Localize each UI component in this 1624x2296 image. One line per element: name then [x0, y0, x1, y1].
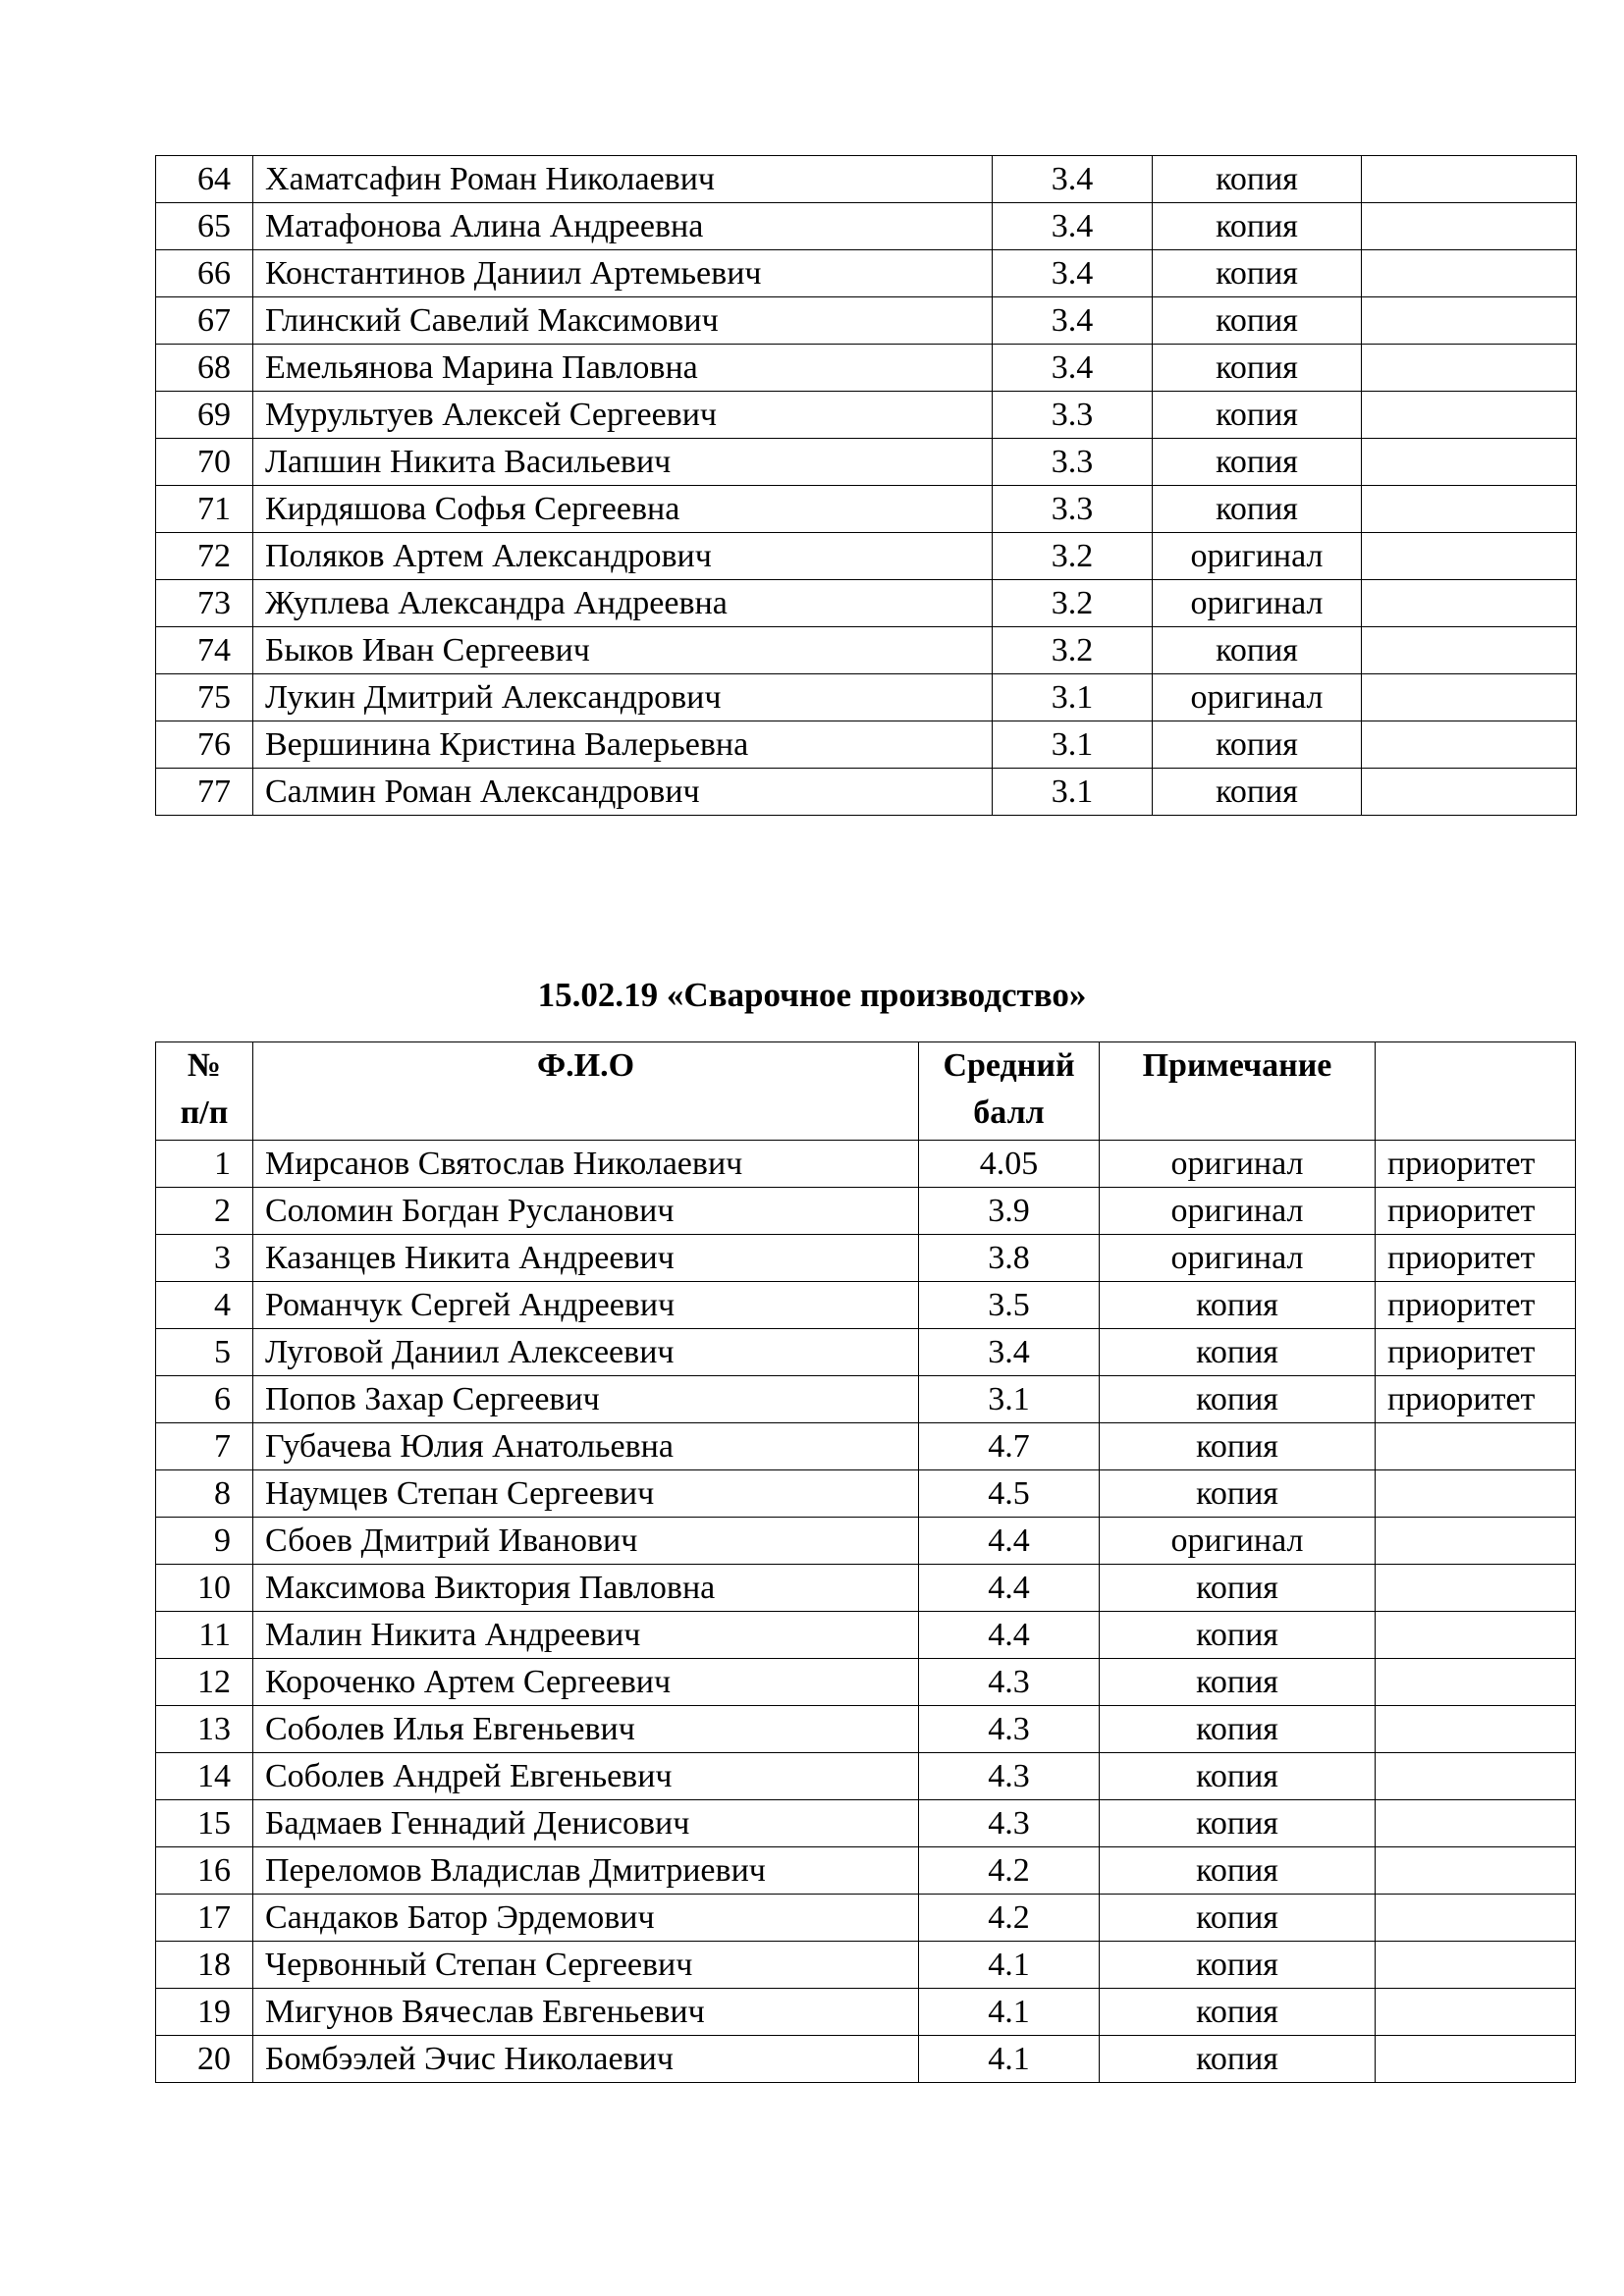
table-row: [156, 1423, 1576, 1470]
average-score: 4.3: [919, 1800, 1100, 1847]
header-score-line1: Средний: [943, 1047, 1075, 1084]
document-note: копия: [1153, 297, 1362, 345]
table-row: [156, 769, 1577, 816]
student-name: Малин Никита Андреевич: [253, 1612, 919, 1659]
document-note: копия: [1100, 1706, 1376, 1753]
table-row: [156, 1659, 1576, 1706]
welding-applicants-table: [155, 1041, 1576, 2083]
average-score: 3.3: [993, 486, 1153, 533]
priority-mark: [1362, 156, 1577, 203]
average-score: 3.4: [993, 203, 1153, 250]
priority-mark: [1362, 486, 1577, 533]
average-score: 4.7: [919, 1423, 1100, 1470]
average-score: 3.4: [993, 156, 1153, 203]
table-row: [156, 392, 1577, 439]
student-name: Бадмаев Геннадий Денисович: [253, 1800, 919, 1847]
average-score: 4.3: [919, 1753, 1100, 1800]
row-number: 72: [156, 533, 253, 580]
header-number-line2: п/п: [180, 1095, 229, 1131]
student-name: Попов Захар Сергеевич: [253, 1376, 919, 1423]
row-number: 68: [156, 345, 253, 392]
priority-mark: [1362, 297, 1577, 345]
document-note: копия: [1100, 1470, 1376, 1518]
student-name: Мурультуев Алексей Сергеевич: [253, 392, 993, 439]
average-score: 4.4: [919, 1518, 1100, 1565]
priority-mark: [1362, 250, 1577, 297]
section-title: 15.02.19 «Сварочное производство»: [537, 976, 1087, 1014]
priority-mark: [1362, 627, 1577, 674]
priority-mark: [1362, 674, 1577, 721]
table-row: [156, 1518, 1576, 1565]
student-name: Губачева Юлия Анатольевна: [253, 1423, 919, 1470]
document-note: копия: [1100, 1423, 1376, 1470]
student-name: Матафонова Алина Андреевна: [253, 203, 993, 250]
table-row: [156, 2036, 1576, 2083]
document-note: оригинал: [1153, 533, 1362, 580]
student-name: Максимова Виктория Павловна: [253, 1565, 919, 1612]
priority-mark: [1376, 1518, 1576, 1565]
header-score: [919, 1042, 1100, 1141]
average-score: 3.8: [919, 1235, 1100, 1282]
priority-mark: [1376, 1706, 1576, 1753]
row-number: 12: [156, 1659, 253, 1706]
average-score: 4.2: [919, 1847, 1100, 1895]
priority-mark: [1362, 439, 1577, 486]
student-name: Червонный Степан Сергеевич: [253, 1942, 919, 1989]
header-fio: Ф.И.О: [253, 1042, 919, 1141]
table-row: [156, 1470, 1576, 1518]
student-name: Лукин Дмитрий Александрович: [253, 674, 993, 721]
table-row: [156, 1282, 1576, 1329]
average-score: 3.4: [993, 250, 1153, 297]
row-number: 18: [156, 1942, 253, 1989]
row-number: 15: [156, 1800, 253, 1847]
table-row: [156, 1188, 1576, 1235]
student-name: Казанцев Никита Андреевич: [253, 1235, 919, 1282]
document-note: копия: [1153, 721, 1362, 769]
table-row: [156, 203, 1577, 250]
priority-mark: [1376, 1659, 1576, 1706]
document-note: копия: [1153, 156, 1362, 203]
student-name: Соломин Богдан Русланович: [253, 1188, 919, 1235]
student-name: Короченко Артем Сергеевич: [253, 1659, 919, 1706]
average-score: 3.1: [993, 674, 1153, 721]
table-row: [156, 1942, 1576, 1989]
average-score: 4.3: [919, 1659, 1100, 1706]
table-row: [156, 1706, 1576, 1753]
priority-mark: приоритет: [1376, 1329, 1576, 1376]
table-row: [156, 1329, 1576, 1376]
row-number: 71: [156, 486, 253, 533]
document-note: оригинал: [1100, 1518, 1376, 1565]
student-name: Сандаков Батор Эрдемович: [253, 1895, 919, 1942]
document-note: копия: [1100, 1659, 1376, 1706]
priority-mark: приоритет: [1376, 1376, 1576, 1423]
student-name: Переломов Владислав Дмитриевич: [253, 1847, 919, 1895]
row-number: 77: [156, 769, 253, 816]
average-score: 3.3: [993, 439, 1153, 486]
priority-mark: [1376, 1895, 1576, 1942]
row-number: 7: [156, 1423, 253, 1470]
average-score: 4.1: [919, 1942, 1100, 1989]
average-score: 3.4: [919, 1329, 1100, 1376]
table-row: [156, 1141, 1576, 1188]
header-extra: [1376, 1042, 1576, 1141]
average-score: 3.1: [993, 769, 1153, 816]
table-row: [156, 156, 1577, 203]
table-row: [156, 1565, 1576, 1612]
student-name: Кирдяшова Софья Сергеевна: [253, 486, 993, 533]
document-note: копия: [1153, 439, 1362, 486]
document-note: оригинал: [1153, 674, 1362, 721]
document-note: копия: [1100, 1847, 1376, 1895]
table-row: [156, 1895, 1576, 1942]
student-name: Луговой Даниил Алексеевич: [253, 1329, 919, 1376]
table-row: [156, 1376, 1576, 1423]
average-score: 3.2: [993, 580, 1153, 627]
document-note: копия: [1153, 392, 1362, 439]
average-score: 3.4: [993, 345, 1153, 392]
document-note: копия: [1100, 2036, 1376, 2083]
student-name: Сбоев Дмитрий Иванович: [253, 1518, 919, 1565]
priority-mark: [1362, 392, 1577, 439]
document-note: копия: [1153, 627, 1362, 674]
row-number: 69: [156, 392, 253, 439]
average-score: 3.1: [919, 1376, 1100, 1423]
row-number: 11: [156, 1612, 253, 1659]
table-row: [156, 345, 1577, 392]
priority-mark: [1376, 1942, 1576, 1989]
row-number: 65: [156, 203, 253, 250]
table-body: [156, 1141, 1576, 2083]
row-number: 20: [156, 2036, 253, 2083]
table-row: [156, 1847, 1576, 1895]
student-name: Салмин Роман Александрович: [253, 769, 993, 816]
table-row: [156, 486, 1577, 533]
document-note: копия: [1100, 1989, 1376, 2036]
row-number: 3: [156, 1235, 253, 1282]
header-note: Примечание: [1100, 1042, 1376, 1141]
average-score: 4.5: [919, 1470, 1100, 1518]
student-name: Быков Иван Сергеевич: [253, 627, 993, 674]
document-note: копия: [1153, 345, 1362, 392]
row-number: 64: [156, 156, 253, 203]
table-row: [156, 297, 1577, 345]
average-score: 4.4: [919, 1565, 1100, 1612]
priority-mark: приоритет: [1376, 1141, 1576, 1188]
average-score: 3.4: [993, 297, 1153, 345]
priority-mark: [1376, 2036, 1576, 2083]
row-number: 19: [156, 1989, 253, 2036]
header-score-line2: балл: [973, 1095, 1045, 1131]
priority-mark: [1376, 1423, 1576, 1470]
student-name: Емельянова Марина Павловна: [253, 345, 993, 392]
table-row: [156, 439, 1577, 486]
row-number: 17: [156, 1895, 253, 1942]
document-note: копия: [1100, 1895, 1376, 1942]
student-name: Мирсанов Святослав Николаевич: [253, 1141, 919, 1188]
priority-mark: [1362, 769, 1577, 816]
average-score: 3.3: [993, 392, 1153, 439]
table-row: [156, 1612, 1576, 1659]
table-row: [156, 1989, 1576, 2036]
header-row: [156, 1042, 1576, 1141]
document-note: копия: [1153, 250, 1362, 297]
table-header: [156, 1042, 1576, 1141]
priority-mark: приоритет: [1376, 1235, 1576, 1282]
document-note: оригинал: [1100, 1141, 1376, 1188]
average-score: 3.5: [919, 1282, 1100, 1329]
average-score: 4.1: [919, 1989, 1100, 2036]
header-number-line1: №: [187, 1047, 222, 1084]
document-note: копия: [1153, 486, 1362, 533]
row-number: 66: [156, 250, 253, 297]
document-note: копия: [1100, 1942, 1376, 1989]
document-note: копия: [1100, 1753, 1376, 1800]
average-score: 4.3: [919, 1706, 1100, 1753]
table-row: [156, 533, 1577, 580]
average-score: 3.2: [993, 533, 1153, 580]
table-row: [156, 1235, 1576, 1282]
priority-mark: приоритет: [1376, 1188, 1576, 1235]
document-note: копия: [1153, 769, 1362, 816]
student-name: Поляков Артем Александрович: [253, 533, 993, 580]
document-note: копия: [1100, 1376, 1376, 1423]
priority-mark: [1376, 1800, 1576, 1847]
document-note: копия: [1100, 1565, 1376, 1612]
row-number: 14: [156, 1753, 253, 1800]
document-note: копия: [1100, 1282, 1376, 1329]
document-note: копия: [1100, 1329, 1376, 1376]
priority-mark: [1362, 580, 1577, 627]
row-number: 76: [156, 721, 253, 769]
student-name: Бомбээлей Эчис Николаевич: [253, 2036, 919, 2083]
priority-mark: [1376, 1989, 1576, 2036]
average-score: 4.05: [919, 1141, 1100, 1188]
student-name: Глинский Савелий Максимович: [253, 297, 993, 345]
student-name: Наумцев Степан Сергеевич: [253, 1470, 919, 1518]
row-number: 1: [156, 1141, 253, 1188]
row-number: 10: [156, 1565, 253, 1612]
priority-mark: [1362, 533, 1577, 580]
document-note: оригинал: [1100, 1188, 1376, 1235]
header-number: [156, 1042, 253, 1141]
average-score: 3.9: [919, 1188, 1100, 1235]
row-number: 6: [156, 1376, 253, 1423]
average-score: 3.1: [993, 721, 1153, 769]
student-name: Соболев Илья Евгеньевич: [253, 1706, 919, 1753]
average-score: 4.2: [919, 1895, 1100, 1942]
priority-mark: приоритет: [1376, 1282, 1576, 1329]
document-note: копия: [1100, 1612, 1376, 1659]
priority-mark: [1376, 1470, 1576, 1518]
row-number: 13: [156, 1706, 253, 1753]
student-name: Соболев Андрей Евгеньевич: [253, 1753, 919, 1800]
row-number: 67: [156, 297, 253, 345]
priority-mark: [1362, 203, 1577, 250]
student-name: Лапшин Никита Васильевич: [253, 439, 993, 486]
table-row: [156, 1753, 1576, 1800]
average-score: 3.2: [993, 627, 1153, 674]
row-number: 73: [156, 580, 253, 627]
priority-mark: [1376, 1753, 1576, 1800]
row-number: 16: [156, 1847, 253, 1895]
priority-mark: [1376, 1612, 1576, 1659]
priority-mark: [1362, 721, 1577, 769]
row-number: 74: [156, 627, 253, 674]
table-row: [156, 250, 1577, 297]
row-number: 75: [156, 674, 253, 721]
table-row: [156, 627, 1577, 674]
student-name: Вершинина Кристина Валерьевна: [253, 721, 993, 769]
row-number: 4: [156, 1282, 253, 1329]
row-number: 9: [156, 1518, 253, 1565]
table-row: [156, 721, 1577, 769]
average-score: 4.4: [919, 1612, 1100, 1659]
priority-mark: [1376, 1565, 1576, 1612]
table-row: [156, 580, 1577, 627]
table-row: [156, 1800, 1576, 1847]
document-note: копия: [1153, 203, 1362, 250]
student-name: Мигунов Вячеслав Евгеньевич: [253, 1989, 919, 2036]
student-name: Константинов Даниил Артемьевич: [253, 250, 993, 297]
document-note: оригинал: [1100, 1235, 1376, 1282]
document-note: оригинал: [1153, 580, 1362, 627]
table-body: [156, 156, 1577, 816]
document-note: копия: [1100, 1800, 1376, 1847]
priority-mark: [1376, 1847, 1576, 1895]
average-score: 4.1: [919, 2036, 1100, 2083]
applicants-table-continued: [155, 155, 1577, 816]
student-name: Романчук Сергей Андреевич: [253, 1282, 919, 1329]
row-number: 8: [156, 1470, 253, 1518]
student-name: Хаматсафин Роман Николаевич: [253, 156, 993, 203]
priority-mark: [1362, 345, 1577, 392]
row-number: 5: [156, 1329, 253, 1376]
row-number: 70: [156, 439, 253, 486]
student-name: Жуплева Александра Андреевна: [253, 580, 993, 627]
table-row: [156, 674, 1577, 721]
row-number: 2: [156, 1188, 253, 1235]
